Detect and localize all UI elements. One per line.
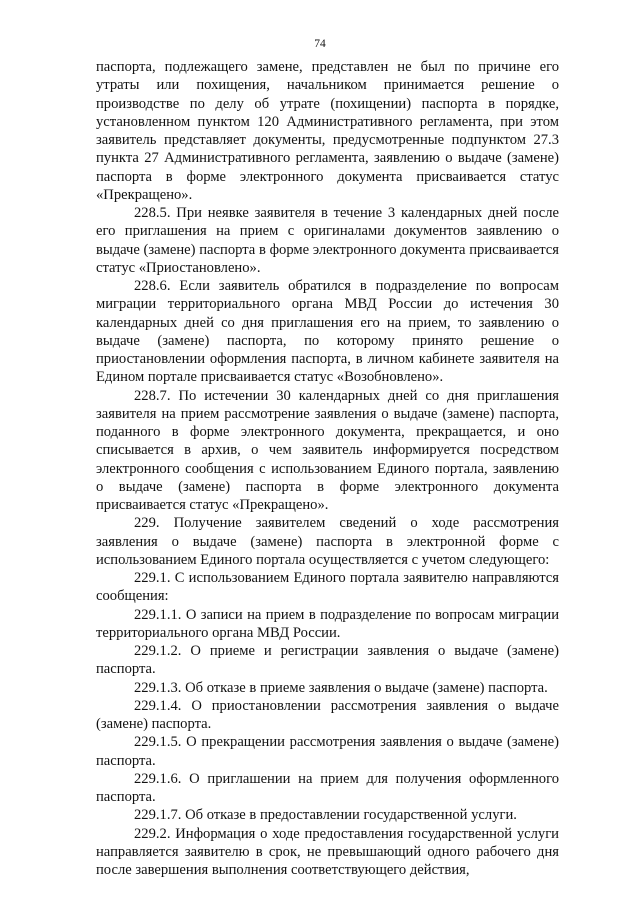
paragraph-228-6: 228.6. Если заявитель обратился в подразделение по вопросам миграции территориального органа МВД России до истечения 30 календарных дней со дня приглашения его на прием, то заявлению о выдаче (замене) паспорта, по которому принято решение о приостановлении оформления паспорта, в личном кабинете заявителя на Едином портале присваивается статус «Возобновлено». (96, 278, 559, 386)
paragraph-229: 229. Получение заявителем сведений о ходе рассмотрения заявления о выдаче (замене) паспорта в электронной форме с использованием Единого портала осуществляется с учетом следующего: (96, 515, 559, 568)
paragraph-229-1-5: 229.1.5. О прекращении рассмотрения заявления о выдаче (замене) паспорта. (96, 734, 559, 769)
paragraph-229-1-1: 229.1.1. О записи на прием в подразделение по вопросам миграции территориального органа МВД России. (96, 606, 559, 641)
document-body (96, 58, 559, 879)
paragraph-229-1-4: 229.1.4. О приостановлении рассмотрения заявления о выдаче (замене) паспорта. (96, 697, 559, 732)
paragraph-229-1-6: 229.1.6. О приглашении на прием для получения оформленного паспорта. (96, 770, 559, 805)
paragraph-229-1-2: 229.1.2. О приеме и регистрации заявления о выдаче (замене) паспорта. (96, 643, 559, 678)
paragraph-228-5: 228.5. При неявке заявителя в течение 3 календарных дней после его приглашения на прием с оригиналами документов заявлению о выдаче (замене) паспорта в форме электронного документа присваивается статус «Приостановлено». (96, 205, 559, 276)
page-number: 74 (314, 38, 326, 50)
paragraph-228-7: 228.7. По истечении 30 календарных дней со дня приглашения заявителя на прием рассмотрение заявления о выдаче (замене) паспорта, поданного в форме электронного документа, прекращается, и оно списывается в архив, о чем заявитель информируется посредством электронного сообщения с использованием Единого портала, заявлению о выдаче (замене) паспорта в форме электронного документа присваивается статус «Прекращено». (96, 387, 559, 513)
paragraph-continuation: паспорта, подлежащего замене, представлен не был по причине его утраты или похищения, начальником принимается решение о производстве по делу об утрате (похищении) паспорта в порядке, установленном пунктом 120 Административного регламента, при этом заявитель представляет документы, предусмотренные подпунктом 27.3 пункта 27 Административного регламента, заявлению о выдаче (замене) паспорта в форме электронного документа присваивается статус «Прекращено». (96, 59, 559, 203)
paragraph-229-1-3: 229.1.3. Об отказе в приеме заявления о выдаче (замене) паспорта. (134, 679, 548, 696)
paragraph-229-1: 229.1. С использованием Единого портала заявителю направляются сообщения: (96, 570, 559, 605)
paragraph-229-2: 229.2. Информация о ходе предоставления государственной услуги направляется заявителю в срок, не превышающий одного рабочего дня после завершения выполнения соответствующего действия, (96, 825, 559, 878)
paragraph-229-1-7: 229.1.7. Об отказе в предоставлении государственной услуги. (134, 807, 517, 824)
